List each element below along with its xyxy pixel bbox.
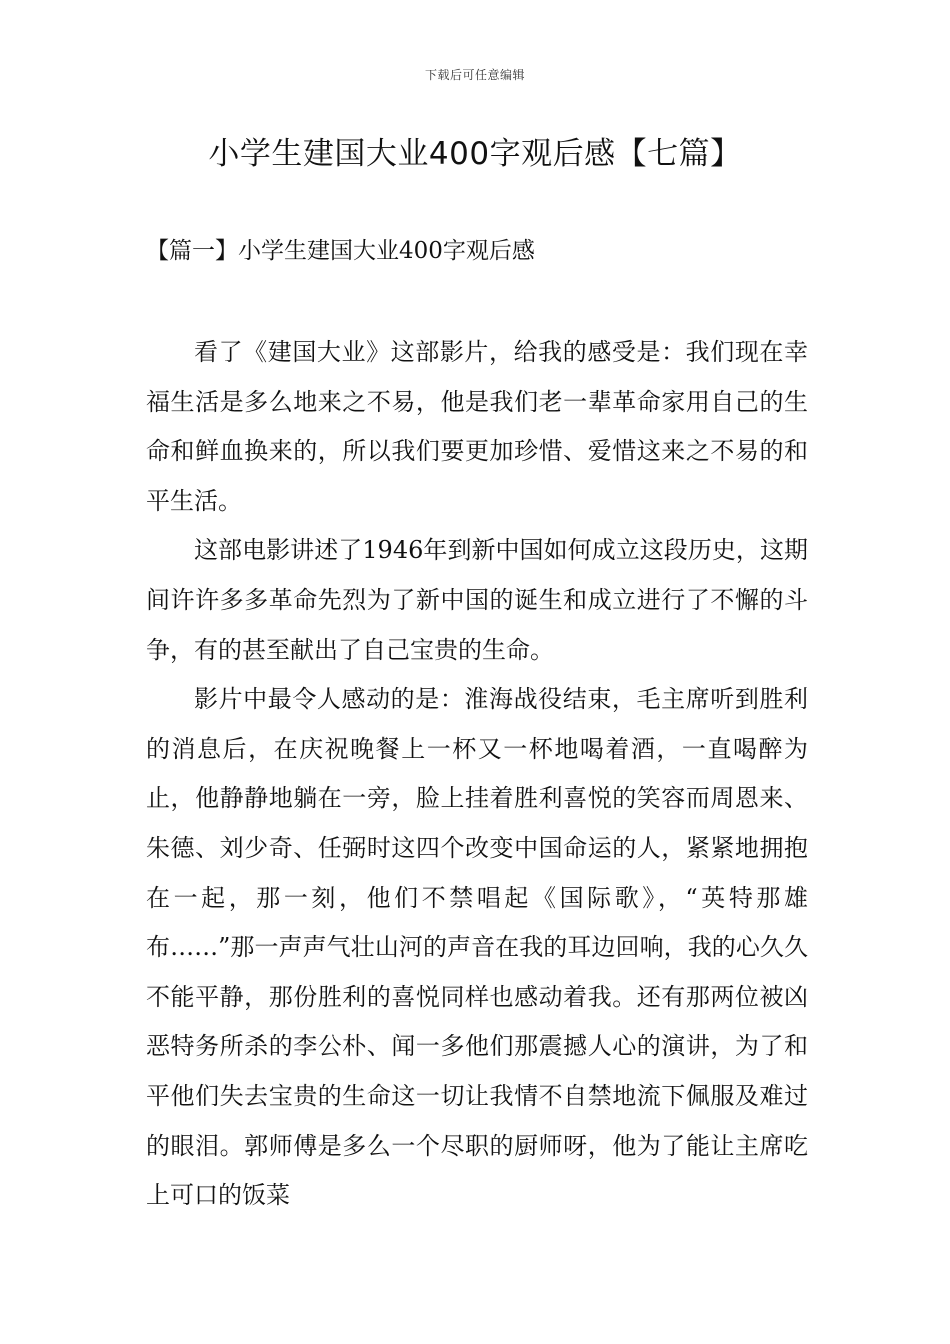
section-heading: 【篇一】小学生建国大业400字观后感 [146,238,535,264]
paragraph-2: 这部电影讲述了1946年到新中国如何成立这段历史，这期间许许多多革命先烈为了新中国的诞生和成立进行了不懈的斗争，有的甚至献出了自己宝贵的生命。 [146,536,808,664]
paragraph-1: 看了《建国大业》这部影片，给我的感受是：我们现在幸福生活是多么地来之不易，他是我们老一辈革命家用自己的生命和鲜血换来的，所以我们要更加珍惜、爱惜这来之不易的和平生活。 [146,338,808,515]
paragraph-3: 影片中最令人感动的是：淮海战役结束，毛主席听到胜利的消息后，在庆祝晚餐上一杯又一杯地喝着酒，一直喝醉为止，他静静地躺在一旁，脸上挂着胜利喜悦的笑容而周恩来、朱德、刘少奇、任弼时这四个改变中国命运的人，紧紧地拥抱在一起，那一刻，他们不禁唱起《国际歌》，“英特那雄布……”那一声声气壮山河的声音在我的耳边回响，我的心久久不能平静，那份胜利的喜悦同样也感动着我。还有那两位被凶恶特务所杀的李公朴、闻一多他们那震撼人心的演讲，为了和平他们失去宝贵的生命这一切让我情不自禁地流下佩服及难过的眼泪。郭师傅是多么一个尽职的厨师呀，他为了能让主席吃上可口的饭菜 [146,685,808,1210]
document-title: 小学生建国大业400字观后感【七篇】 [208,136,742,172]
body-text [146,328,808,1221]
page-header: 下载后可任意编辑 [424,68,525,82]
